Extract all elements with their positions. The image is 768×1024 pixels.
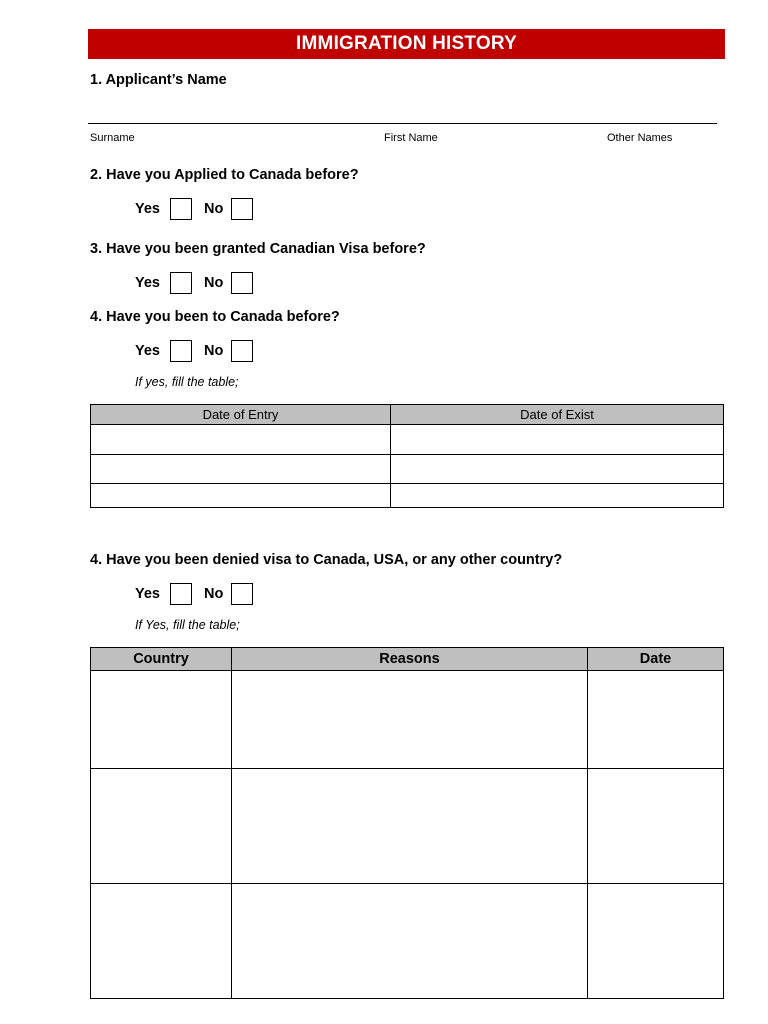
table-row <box>91 484 724 508</box>
q2-yes-checkbox[interactable] <box>170 198 192 220</box>
table-row <box>91 769 724 884</box>
table-cell[interactable] <box>588 769 724 884</box>
question-applicant-name: 1. Applicant’s Name <box>90 72 227 88</box>
q5-no-label: No <box>204 586 224 602</box>
table-cell[interactable] <box>91 769 232 884</box>
table-header-row <box>91 648 724 671</box>
q5-yes-label: Yes <box>135 586 160 602</box>
name-entry-line[interactable] <box>88 123 717 124</box>
first-name-label: First Name <box>384 132 438 144</box>
column-header-country: Country <box>91 648 232 671</box>
visit-dates-table <box>90 404 724 508</box>
column-header-reasons: Reasons <box>232 648 588 671</box>
column-header-date-of-entry: Date of Entry <box>91 405 391 425</box>
table-cell[interactable] <box>588 671 724 769</box>
question-applied-canada: 2. Have you Applied to Canada before? <box>90 167 359 183</box>
table-row <box>91 884 724 999</box>
q5-no-checkbox[interactable] <box>231 583 253 605</box>
q3-yes-label: Yes <box>135 275 160 291</box>
table-cell[interactable] <box>588 884 724 999</box>
q5-instruction-note: If Yes, fill the table; <box>135 618 240 632</box>
table-cell[interactable] <box>91 425 391 455</box>
table-cell[interactable] <box>232 671 588 769</box>
table-cell[interactable] <box>391 425 724 455</box>
q3-no-checkbox[interactable] <box>231 272 253 294</box>
surname-label: Surname <box>90 132 135 144</box>
q4-yes-checkbox[interactable] <box>170 340 192 362</box>
q4-no-label: No <box>204 343 224 359</box>
table-cell[interactable] <box>91 455 391 484</box>
table-cell[interactable] <box>232 769 588 884</box>
q3-yes-checkbox[interactable] <box>170 272 192 294</box>
table-cell[interactable] <box>232 884 588 999</box>
q4-yes-label: Yes <box>135 343 160 359</box>
question-been-to-canada: 4. Have you been to Canada before? <box>90 309 340 325</box>
table-cell[interactable] <box>91 671 232 769</box>
q4-no-checkbox[interactable] <box>231 340 253 362</box>
table-row <box>91 425 724 455</box>
other-names-label: Other Names <box>607 132 673 144</box>
column-header-date: Date <box>588 648 724 671</box>
column-header-date-of-exit: Date of Exist <box>391 405 724 425</box>
q2-no-checkbox[interactable] <box>231 198 253 220</box>
table-cell[interactable] <box>391 484 724 508</box>
table-cell[interactable] <box>91 484 391 508</box>
q5-yes-checkbox[interactable] <box>170 583 192 605</box>
q2-yes-label: Yes <box>135 201 160 217</box>
table-row <box>91 455 724 484</box>
question-denied-visa: 4. Have you been denied visa to Canada, USA, or any other country? <box>90 552 563 568</box>
table-header-row <box>91 405 724 425</box>
q3-no-label: No <box>204 275 224 291</box>
q2-no-label: No <box>204 201 224 217</box>
visa-denials-table <box>90 647 724 999</box>
table-row <box>91 671 724 769</box>
question-granted-visa: 3. Have you been granted Canadian Visa before? <box>90 241 426 257</box>
table-cell[interactable] <box>391 455 724 484</box>
table-cell[interactable] <box>91 884 232 999</box>
q4-instruction-note: If yes, fill the table; <box>135 375 239 389</box>
page-title: IMMIGRATION HISTORY <box>88 29 725 59</box>
